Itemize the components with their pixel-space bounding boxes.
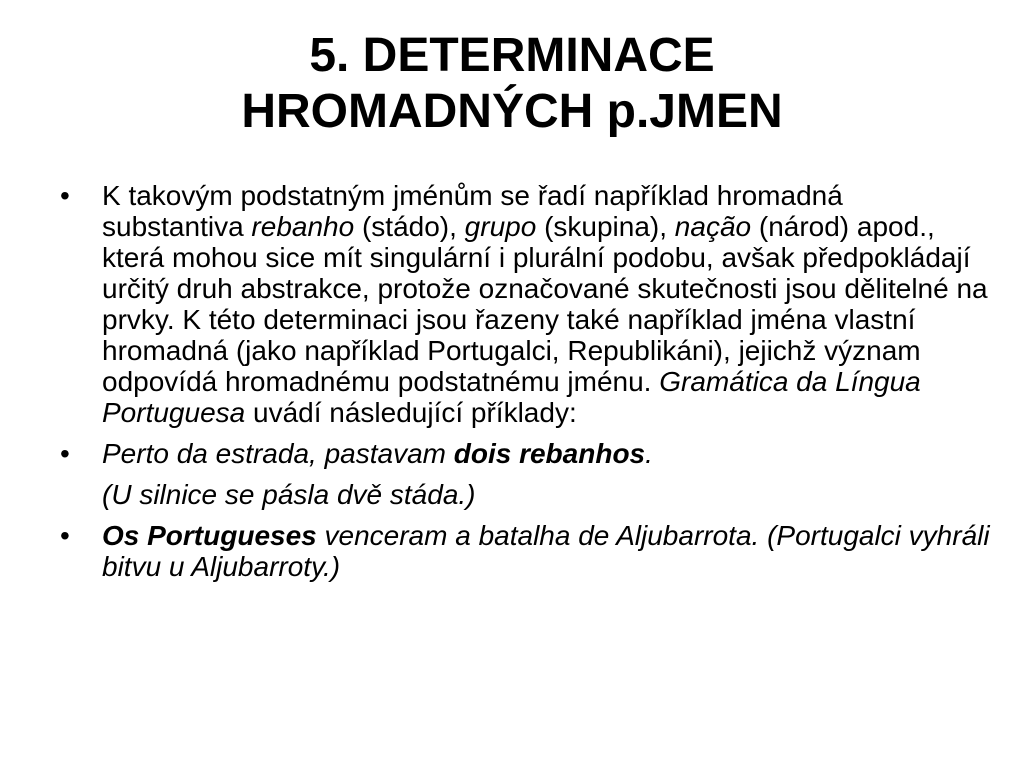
book-title: Gramática da Língua Portuguesa: [102, 366, 921, 428]
bullet-icon: •: [60, 438, 70, 469]
example-emphasis: Os Portugueses: [102, 520, 317, 551]
bullet-item-1: [60, 180, 990, 428]
bullet-icon: •: [60, 180, 70, 211]
slide-title: [0, 28, 1024, 140]
term-nacao: nação: [674, 211, 752, 242]
example-text: Perto da estrada, pastavam: [102, 438, 454, 469]
bullet-item-2: [60, 438, 990, 469]
text: (stádo),: [354, 211, 465, 242]
title-line-1: 5. DETERMINACE: [309, 29, 715, 82]
bullet-icon: •: [60, 520, 70, 551]
text: K takovým podstatným jménům se řadí například hromadná substantiva: [102, 180, 843, 242]
title-line-2: HROMADNÝCH p.JMEN: [241, 85, 783, 138]
text: (skupina),: [536, 211, 675, 242]
example-emphasis: dois rebanhos: [453, 438, 646, 469]
translation-2: (U silnice se pásla dvě stáda.): [102, 479, 476, 510]
term-grupo: grupo: [464, 211, 537, 242]
term-rebanho: rebanho: [251, 211, 355, 242]
example-text: .: [645, 438, 653, 469]
text: (národ) apod., která mohou sice mít singulární i plurální podobu, avšak předpokládají určitý druh abstrakce, protože označované skutečnosti jsou dělitelné na prvky. K této determinaci jsou řazeny také například jména vlastní hromadná (jako například Portugalci, Republikáni), jejichž význam odpovídá hromadnému podstatnému jménu.: [102, 211, 988, 397]
bullet-item-3: [60, 520, 990, 582]
text: uvádí následující příklady:: [245, 397, 577, 428]
example-text: venceram a batalha de Aljubarrota. (Portugalci vyhráli bitvu u Aljubarroty.): [102, 520, 990, 582]
slide-body: [60, 180, 990, 592]
